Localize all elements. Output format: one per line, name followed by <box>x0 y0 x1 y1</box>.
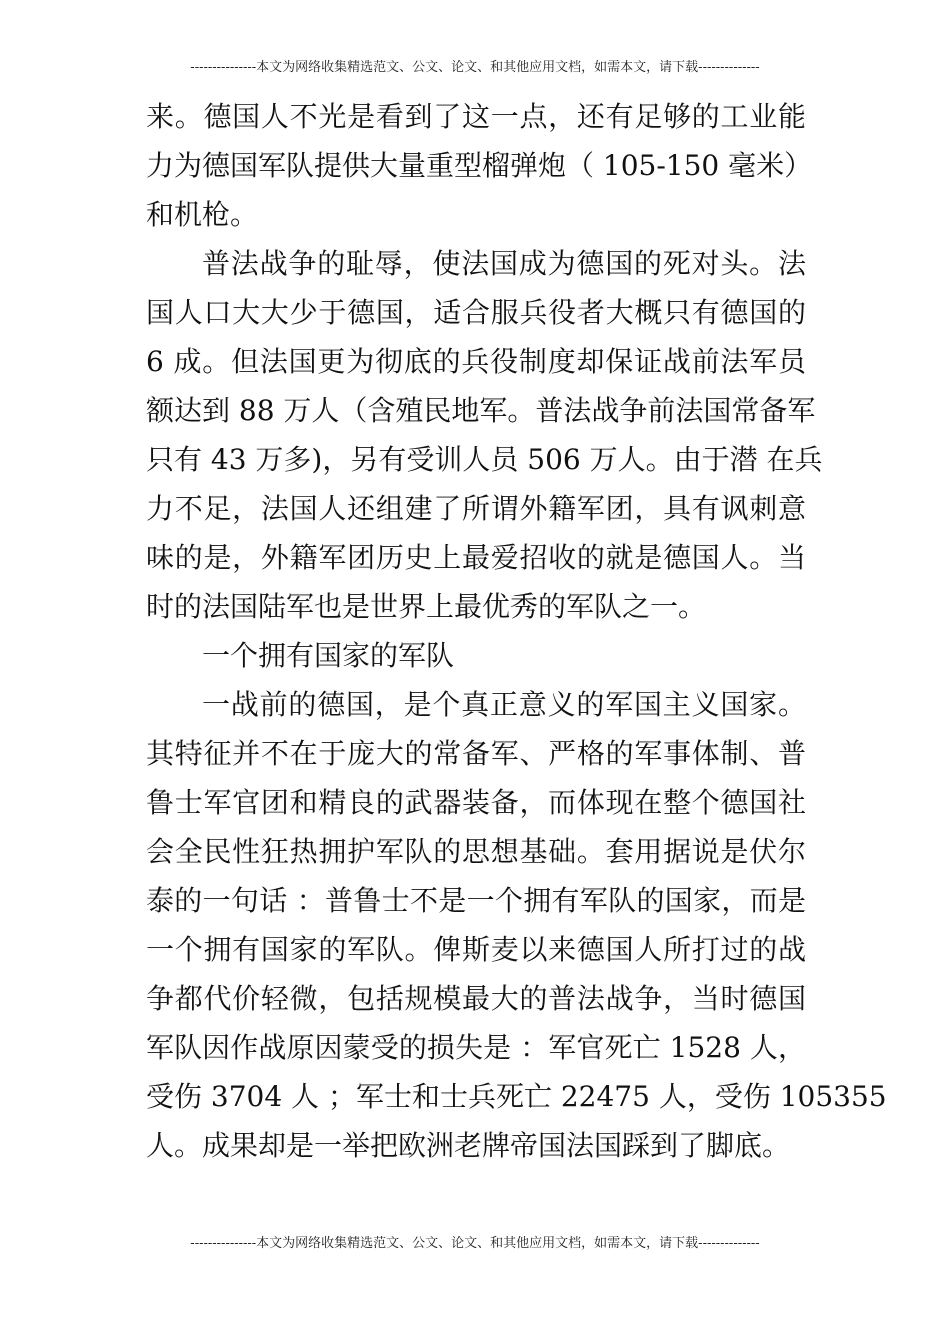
body-line: 其特征并不在于庞大的常备军、严格的军事体制、普 <box>146 737 806 770</box>
body-line: 和机枪。 <box>146 198 259 231</box>
body-line: 人。成果却是一举把欧洲老牌帝国法国踩到了脚底。 <box>146 1129 791 1162</box>
body-line: 额达到 88 万人（含殖民地军。普法战争前法国常备军 <box>146 394 816 427</box>
body-line: 只有 43 万多)，另有受训人员 506 万人。由于潜 在兵 <box>146 443 823 476</box>
section-heading: 一个拥有国家的军队 <box>202 639 455 672</box>
body-line: 鲁士军官团和精良的武器装备，而体现在整个德国社 <box>146 786 806 819</box>
body-line: 6 成。但法国更为彻底的兵役制度却保证战前法军员 <box>146 345 806 378</box>
header-banner: ---------------本文为网络收集精选范文、公文、论文、和其他应用文档，如需本文，请下载-------------- <box>190 60 760 75</box>
body-line: 一战前的德国，是个真正意义的军国主义国家。 <box>202 688 806 721</box>
body-line: 一个拥有国家的军队。俾斯麦以来德国人所打过的战 <box>146 933 806 966</box>
body-line: 军队因作战原因蒙受的损失是 ：军官死亡 1528 人， <box>146 1031 806 1064</box>
body-line: 国人口大大少于德国，适合服兵役者大概只有德国的 <box>146 296 806 329</box>
body-line: 泰的一句话 ：普鲁士不是一个拥有军队的国家，而是 <box>146 884 806 917</box>
body-line: 味的是，外籍军团历史上最爱招收的就是德国人。当 <box>146 541 806 574</box>
body-line: 力为德国军队提供大量重型榴弹炮（ 105-150 毫米） <box>146 149 813 182</box>
footer-banner: ---------------本文为网络收集精选范文、公文、论文、和其他应用文档，如需本文，请下载-------------- <box>190 1236 760 1251</box>
body-line: 来。德国人不光是看到了这一点，还有足够的工业能 <box>146 100 806 133</box>
body-line: 普法战争的耻辱，使法国成为德国的死对头。法 <box>202 247 806 280</box>
body-line: 会全民性狂热拥护军队的思想基础。套用据说是伏尔 <box>146 835 806 868</box>
body-line: 受伤 3704 人 ；军士和士兵死亡 22475 人，受伤 105355 <box>146 1080 887 1113</box>
document-body <box>146 92 887 1170</box>
body-line: 时的法国陆军也是世界上最优秀的军队之一。 <box>146 590 707 623</box>
body-line: 争都代价轻微，包括规模最大的普法战争，当时德国 <box>146 982 806 1015</box>
body-line: 力不足，法国人还组建了所谓外籍军团，具有讽刺意 <box>146 492 806 525</box>
